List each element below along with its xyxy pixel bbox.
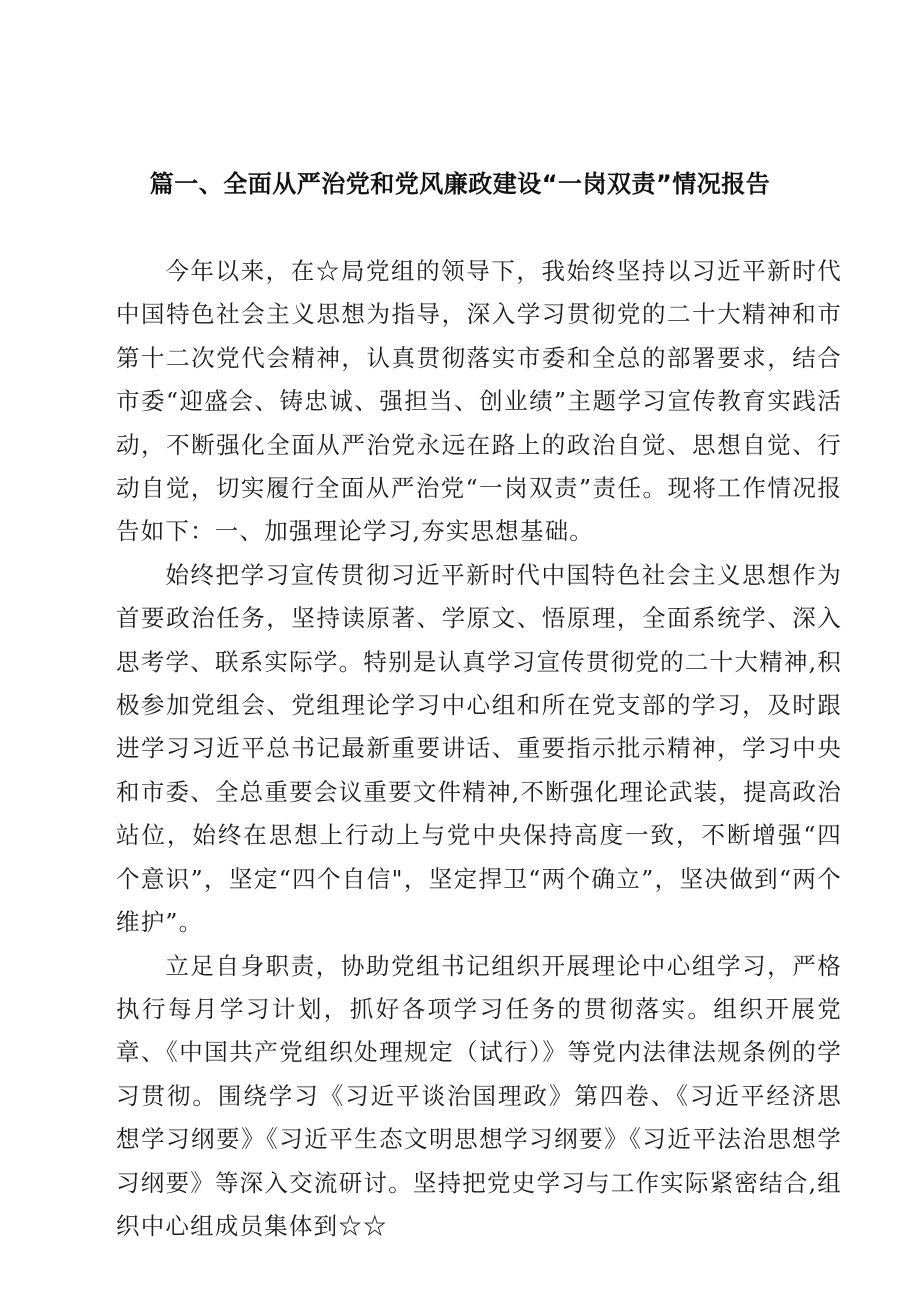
paragraph-intro: 今年以来，在☆局党组的领导下，我始终坚持以习近平新时代中国特色社会主义思想为指导，深入学习贯彻党的二十大精神和市第十二次党代会精神，认真贯彻落实市委和全总的部署要求，结合市委“迎盛会、铸忠诚、强担当、创业绩”主题学习宣传教育实践活动，不断强化全面从严治党永远在路上的政治自觉、思想自觉、行动自觉，切实履行全面从严治党“一岗双责”责任。现将工作情况报告如下：一、加强理论学习,夯实思想基础。 [116, 257, 842, 546]
document-title: 篇一、全面从严治党和党风廉政建设“一岗双责”情况报告 [149, 170, 771, 198]
paragraph-group-study: 立足自身职责，协助党组书记组织开展理论中心组学习，严格执行每月学习计划，抓好各项学习任务的贯彻落实。组织开展党章、《中国共产党组织处理规定（试行）》等党内法律法规条例的学习贯彻。围绕学习《习近平谈治国理政》第四卷、《习近平经济思想学习纲要》《习近平生态文明思想学习纲要》《习近平法治思想学习纲要》等深入交流研讨。坚持把党史学习与工作实际紧密结合,组织中心组成员集体到☆☆ [116, 951, 842, 1240]
paragraph-theory-study: 始终把学习宣传贯彻习近平新时代中国特色社会主义思想作为首要政治任务，坚持读原著、学原文、悟原理，全面系统学、深入思考学、联系实际学。特别是认真学习宣传贯彻党的二十大精神,积极参加党组会、党组理论学习中心组和所在党支部的学习，及时跟进学习习近平总书记最新重要讲话、重要指示批示精神，学习中央和市委、全总重要会议重要文件精神,不断强化理论武装，提高政治站位，始终在思想上行动上与党中央保持高度一致，不断增强“四个意识”，坚定“四个自信"，坚定捍卫“两个确立”，坚决做到“两个维护”。 [116, 560, 842, 937]
document-body [116, 250, 842, 1248]
